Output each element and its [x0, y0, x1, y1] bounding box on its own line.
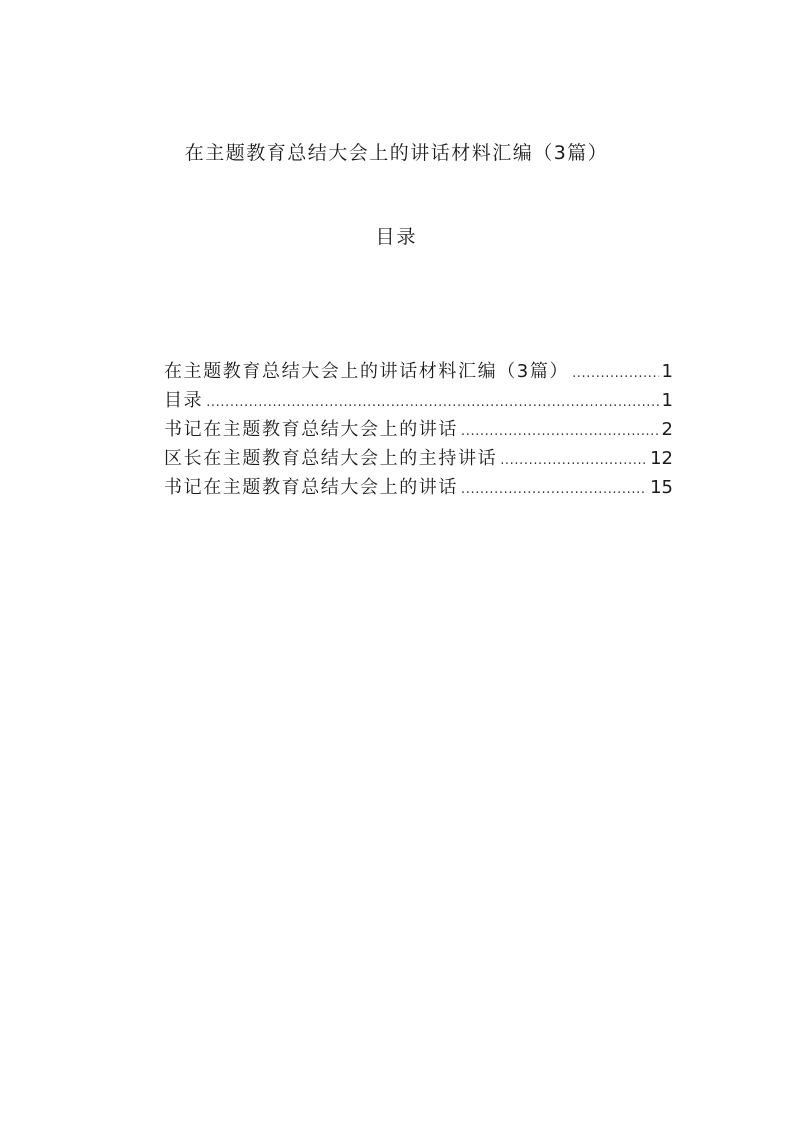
toc-page-number: 12	[650, 448, 673, 469]
toc-entry-contents[interactable]	[164, 386, 673, 415]
toc-dot-leader	[206, 388, 658, 417]
toc-page-number: 1	[661, 390, 673, 411]
toc-dot-leader	[461, 475, 647, 504]
toc-entry-district-head-speech[interactable]	[164, 444, 673, 473]
toc-heading: 目录	[375, 226, 418, 248]
toc-entry-compilation[interactable]	[164, 357, 673, 386]
toc-entry-label: 书记在主题教育总结大会上的讲话	[164, 477, 458, 498]
toc-dot-leader	[500, 446, 647, 475]
table-of-contents	[164, 357, 673, 502]
toc-entry-secretary-speech[interactable]	[164, 415, 673, 444]
document-title: 在主题教育总结大会上的讲话材料汇编（3篇）	[184, 142, 609, 164]
toc-page-number: 2	[661, 419, 673, 440]
toc-entry-label: 区长在主题教育总结大会上的主持讲话	[164, 448, 498, 469]
toc-dot-leader	[461, 417, 659, 446]
toc-page-number: 15	[650, 477, 673, 498]
toc-entry-label: 在主题教育总结大会上的讲话材料汇编（3篇）	[164, 361, 570, 382]
toc-page-number: 1	[661, 361, 673, 382]
toc-entry-label: 书记在主题教育总结大会上的讲话	[164, 419, 458, 440]
toc-dot-leader	[572, 359, 658, 388]
toc-entry-secretary-speech-2[interactable]	[164, 473, 673, 502]
toc-entry-label: 目录	[164, 390, 204, 411]
